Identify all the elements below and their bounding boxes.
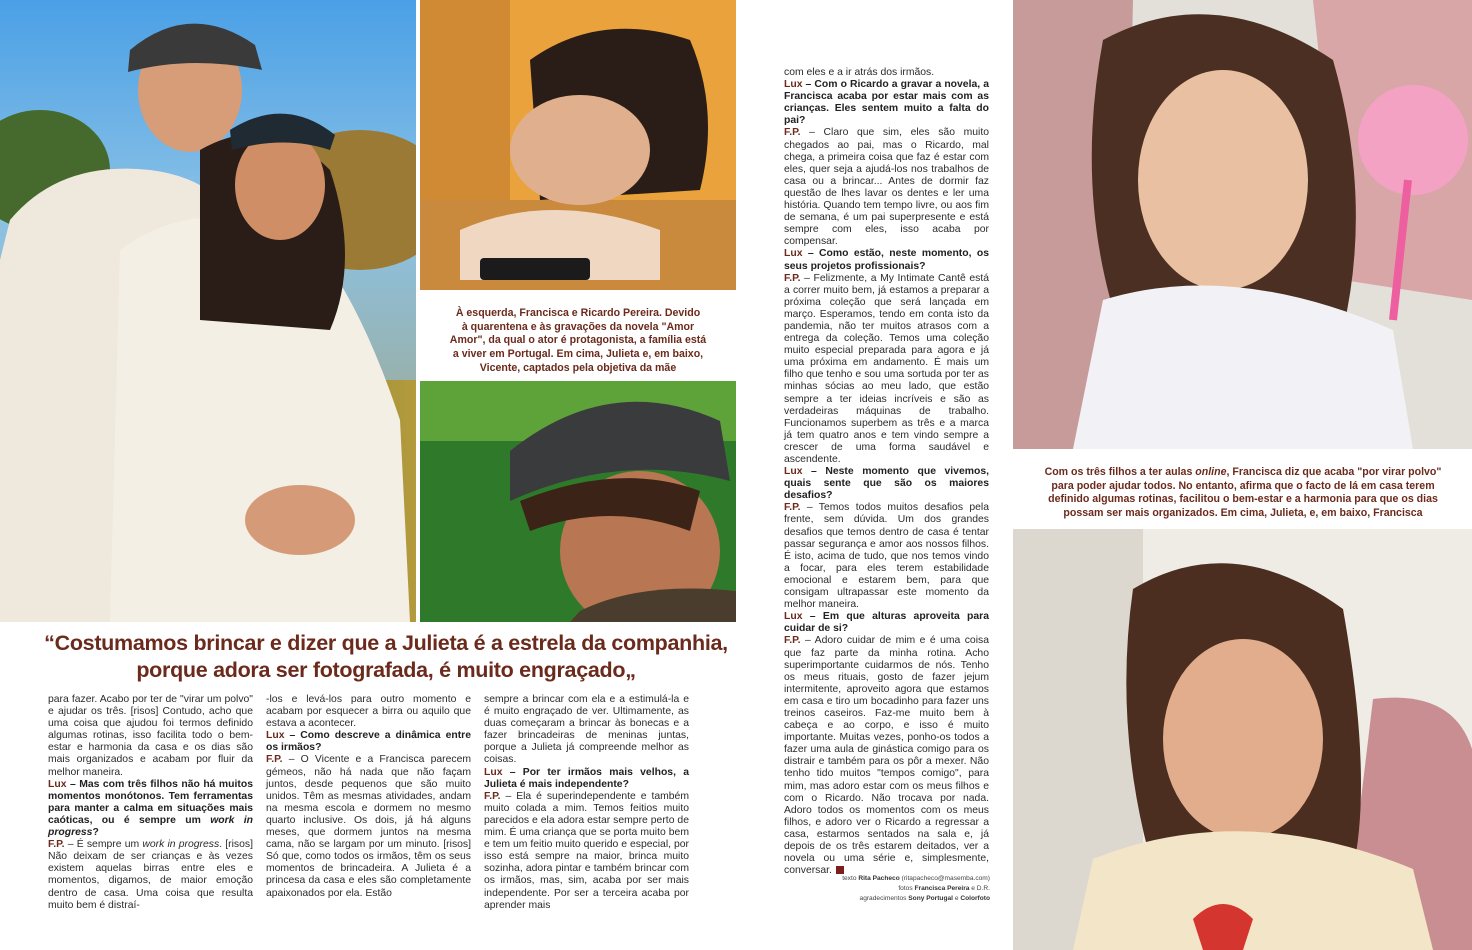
interview-question: Lux – Como estão, neste momento, os seus projetos profissionais? — [784, 248, 989, 272]
caption-line: a viver em Portugal. Em cima, Julieta e, em baixo, — [452, 348, 704, 361]
article-column-4 — [784, 67, 989, 877]
pull-quote — [30, 630, 742, 684]
boy-with-cap-photo — [420, 381, 736, 622]
caption-line: Vicente, captados pela objetiva da mãe — [479, 361, 677, 374]
caption-line: possam ser mais organizados. Em cima, Julieta, e, em baixo, Francisca — [1063, 507, 1423, 520]
article-paragraph: com eles e a ir atrás dos irmãos. — [784, 67, 935, 78]
article-credits — [770, 874, 990, 905]
interview-answer: F.P. – Adoro cuidar de mim e é uma coisa que faz parte da minha rotina. Acho superimportante cuidarmos de nós. Tenho os meus rituais, gosto de fazer jejum intermitente, aproveito agora que estamos em casa e tiro um bocadinho para fazer uns treinos caseiros. Faz-me muito bem à cabeça e ao corpo, e isso é muito importante. Muitas vezes, ponho-os todos a fazer uma aula de ginástica comigo para os distrair e também para os pôr a mexer. Não tenho tido muitos "tempos comigo", para mim, mas adoro estar com os meus filhos e com o Ricardo. Não trocava por nada. Adoro todos os momentos com os meus filhos, e adoro ver o Ricardo a regressar a casa, estarmos sentados na sala e, já depois de os três estarem deitados, ver a novela ou uma série e, simplesmente, conversar. — [784, 635, 989, 877]
interview-question: Lux – Com o Ricardo a gravar a novela, a Francisca acaba por estar mais com as crianças. Eles sentem muito a falta do pai? — [784, 79, 989, 127]
caption-line: para poder ajudar todos. No entanto, afirma que o facto de lá em casa terem — [1051, 479, 1435, 492]
article-paragraph: sempre a brincar com ela e a estimulá-la e é muito engraçado de ver. Ultimamente, as duas começaram a brincar às bonecas e a fazer brincadeiras de meninas juntas, porque a Julieta já compreende melhor as coisas. — [484, 694, 689, 766]
interview-question: Lux – Por ter irmãos mais velhos, a Julieta é mais independente? — [484, 766, 689, 790]
article-paragraph: para fazer. Acabo por ter de "virar um polvo" e ajudar os três. [risos] Contudo, acho que uma coisa que ajudou foi termos definido algumas rotinas, isso facilita todo o bem-estar e harmonia da casa e os dias são mais organizados e acabam por fluir da melhor maneira. — [48, 694, 253, 778]
interview-answer: F.P. – O Vicente e a Francisca parecem gémeos, não há nada que não façam juntos, desde pequenos que são muito unidos. Têm as mesmas atividades, andam na mesma escola e dormem no mesmo quarto inclusive. Os dois, já há alguns meses, que dormem juntos na mesma cama, não se largam por um minuto. [risos] Só que, como todos os irmãos, têm os seus momentos de brincadeira. A Julieta é a princesa da casa e eles são completamente apaixonados por ela. Estão — [266, 754, 471, 899]
photo-caption-right — [1016, 466, 1470, 521]
interview-answer: F.P. – Claro que sim, eles são muito chegados ao pai, mas o Ricardo, mal chega, a primeira coisa que faz é estar com eles, quer seja a ajudá-los nos trabalhos de casa ou a brincar... Antes de dormir faz questão de lhes lavar os dentes e ler uma história. Quando tem tempo livre, ou aos fim de semana, é um pai superpresente e está sempre com eles, isso acaba por compensar. — [784, 127, 989, 248]
interview-question: Lux – Em que alturas aproveita para cuidar de si? — [784, 611, 989, 635]
interview-question: Lux – Mas com três filhos não há muitos momentos monótonos. Tem ferramentas para manter a calma em situações mais caóticas, ou é sempre um work in progress? — [48, 778, 254, 839]
child-sleeping-photo — [420, 0, 736, 290]
interview-question: Lux – Neste momento que vivemos, quais sente que são os maiores desafios? — [784, 466, 989, 502]
credit-photos: fotos Francisca Pereira e D.R. — [898, 885, 990, 893]
caption-line: Amor", da qual o ator é protagonista, a família está — [449, 334, 707, 347]
credit-thanks: agradecimentos Sony Portugal e Colorfoto — [859, 895, 990, 903]
article-column-1 — [48, 694, 253, 912]
end-of-article-mark — [836, 866, 844, 874]
couple-portrait-photo — [0, 0, 416, 622]
caption-line: à quarentena e às gravações da novela "Amor — [461, 320, 695, 333]
interview-question: Lux – Como descreve a dinâmica entre os irmãos? — [266, 730, 471, 754]
girl-pout-photo — [1013, 0, 1472, 449]
pull-quote-line: “Costumamos brincar e dizer que a Julieta é a estrela da companhia, — [44, 631, 728, 655]
girl-smiling-photo — [1013, 529, 1472, 950]
interview-answer: F.P. – Felizmente, a My Intimate Cantê está a correr muito bem, já estamos a preparar a próxima coleção que será lançada em março. Esperamos, tendo em conta isto da pandemia, não ter muitos atrasos com a entrega da coleção. Temos uma coleção muito especial preparada para agora e já uma próxima em andamento. É mais um filho que tenho e sou uma sortuda por ter as minhas sócias ao meu lado, que estão sempre a ter ideias incríveis e são as verdadeiras máquinas de trabalho. Funcionamos superbem as três e a marca já tem quatro anos e tem vindo sempre a crescer de uma forma saudável e ascendente. — [784, 272, 989, 465]
caption-line: definido algumas rotinas, facilitou o bem-estar e a harmonia para que os dias — [1048, 493, 1438, 506]
pull-quote-line: porque adora ser fotografada, é muito engraçado„ — [136, 658, 636, 682]
article-paragraph: -los e levá-los para outro momento e acabam por esquecer a birra ou aquilo que estava a acontecer. — [266, 694, 471, 730]
article-column-3 — [484, 694, 689, 912]
caption-line: Com os três filhos a ter aulas online, Francisca diz que acaba "por virar polvo" — [1044, 466, 1442, 478]
interview-answer: F.P. – Ela é superindependente e também muito colada a mim. Temos feitios muito parecidos e ela adora estar sempre perto de mim. É uma criança que se porta muito bem e tem um feitio muito querido e especial, por isso está sempre na maior, brinca muito sozinha, adora pintar e também brincar com os irmãos, mas, sim, acaba por ser mais independente. Por ser a terceira acaba por aprender mais — [484, 790, 689, 911]
photo-caption-left — [422, 307, 734, 376]
interview-answer: F.P. – Temos todos muitos desafios pela frente, sem dúvida. Um dos grandes desafios que temos dentro de casa é tentar passar segurança e amor aos nossos filhos. É isto, acima de tudo, que nos temos vindo a focar, para eles terem estabilidade emocional e estarem bem, para que consigam ultrapassar este momento da melhor maneira. — [784, 502, 989, 611]
credit-text: texto Rita Pacheco (ritapacheco@masemba.com) — [842, 875, 990, 882]
caption-line: À esquerda, Francisca e Ricardo Pereira. Devido — [455, 307, 701, 319]
article-column-2 — [266, 694, 471, 900]
interview-answer: F.P. – É sempre um work in progress. [risos] Não deixam de ser crianças e às vezes existem aquelas birras entre eles e momentos, digamos, de maior emoção dentro de casa. Uma coisa que resulta muito bem é distraí- — [48, 839, 253, 911]
